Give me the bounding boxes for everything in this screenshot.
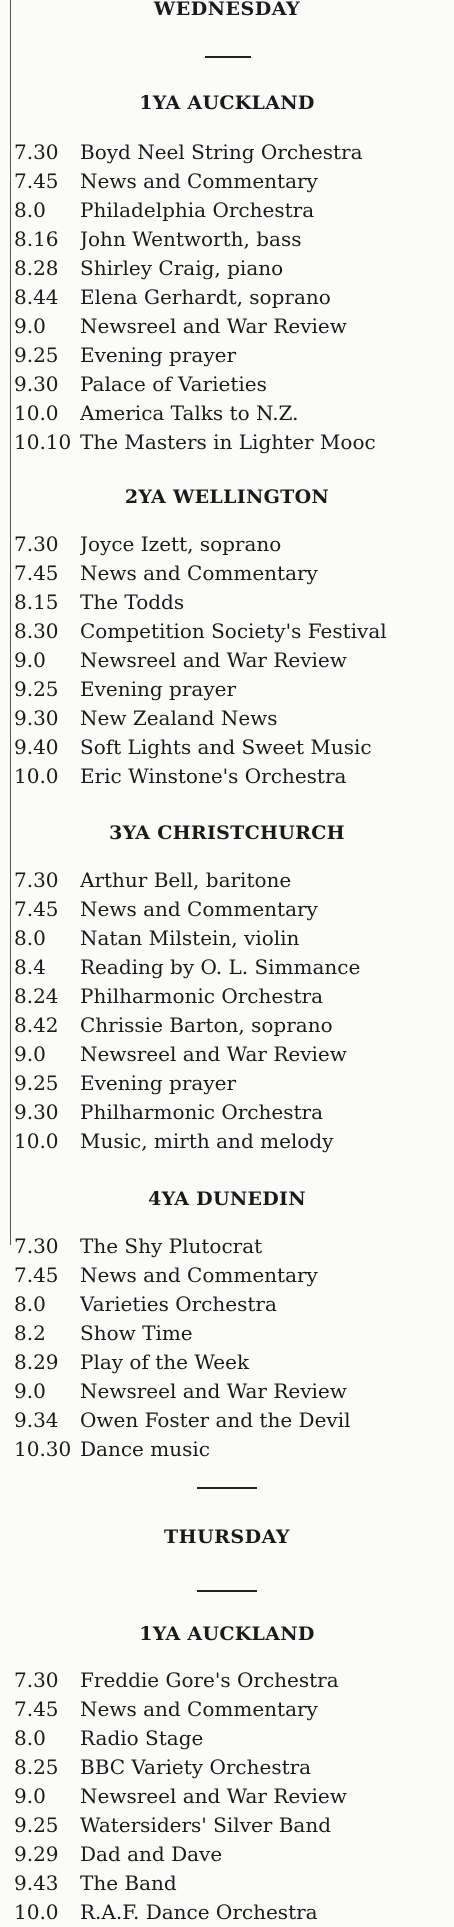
program-time: 9.40 — [14, 735, 59, 759]
program-row — [0, 1127, 454, 1156]
program-time: 7.45 — [14, 897, 59, 921]
program-time: 9.30 — [14, 706, 59, 730]
program-time: 8.0 — [14, 1292, 46, 1316]
program-time: 8.25 — [14, 1755, 59, 1779]
program-row — [0, 924, 454, 953]
program-row — [0, 341, 454, 370]
program-time: 8.16 — [14, 227, 59, 251]
program-time: 9.0 — [14, 1042, 46, 1066]
program-title: Competition Society's Festival — [80, 619, 387, 643]
program-row — [0, 1782, 454, 1811]
program-row — [0, 530, 454, 559]
program-time: 8.0 — [14, 1726, 46, 1750]
station-heading-1ya-auckland-thursday: 1YA AUCKLAND — [139, 1623, 315, 1645]
program-row — [0, 1869, 454, 1898]
program-row — [0, 1406, 454, 1435]
program-row — [0, 1011, 454, 1040]
program-time: 7.30 — [14, 1668, 59, 1692]
program-time: 10.0 — [14, 401, 59, 425]
program-row — [0, 312, 454, 341]
program-time: 7.30 — [14, 532, 59, 556]
program-row — [0, 559, 454, 588]
program-row — [0, 283, 454, 312]
program-title: News and Commentary — [80, 169, 318, 193]
program-row — [0, 1290, 454, 1319]
program-title: The Band — [80, 1871, 177, 1895]
program-list-1ya-thu — [0, 1666, 454, 1927]
program-time: 9.25 — [14, 343, 59, 367]
program-title: Play of the Week — [80, 1350, 250, 1374]
program-title: Evening prayer — [80, 677, 237, 701]
program-time: 8.24 — [14, 984, 59, 1008]
program-row — [0, 704, 454, 733]
station-heading-4ya-dunedin: 4YA DUNEDIN — [148, 1188, 306, 1210]
program-title: The Todds — [80, 590, 185, 614]
program-title: Dance music — [80, 1437, 210, 1461]
program-title: Shirley Craig, piano — [80, 256, 284, 280]
program-title: Varieties Orchestra — [80, 1292, 277, 1316]
program-time: 9.29 — [14, 1842, 59, 1866]
divider-rule — [205, 56, 251, 58]
program-time: 9.0 — [14, 1784, 46, 1808]
program-time: 9.30 — [14, 372, 59, 396]
program-title: Soft Lights and Sweet Music — [80, 735, 372, 759]
program-row — [0, 953, 454, 982]
program-time: 8.0 — [14, 198, 46, 222]
program-title: Palace of Varieties — [80, 372, 267, 396]
program-title: John Wentworth, bass — [80, 227, 302, 251]
program-title: Newsreel and War Review — [80, 314, 347, 338]
program-time: 8.15 — [14, 590, 59, 614]
divider-rule — [197, 1487, 257, 1489]
program-title: Newsreel and War Review — [80, 648, 347, 672]
program-time: 9.30 — [14, 1100, 59, 1124]
program-row — [0, 1898, 454, 1927]
program-time: 8.29 — [14, 1350, 59, 1374]
program-time: 10.10 — [14, 430, 72, 454]
program-row — [0, 895, 454, 924]
program-row — [0, 588, 454, 617]
program-row — [0, 1069, 454, 1098]
program-time: 8.0 — [14, 926, 46, 950]
program-row — [0, 1695, 454, 1724]
program-title: Philharmonic Orchestra — [80, 984, 323, 1008]
program-title: News and Commentary — [80, 1263, 318, 1287]
program-title: Evening prayer — [80, 343, 237, 367]
program-time: 7.30 — [14, 140, 59, 164]
program-row — [0, 617, 454, 646]
program-row — [0, 646, 454, 675]
program-title: Boyd Neel String Orchestra — [80, 140, 363, 164]
program-title: Show Time — [80, 1321, 193, 1345]
program-title: New Zealand News — [80, 706, 278, 730]
program-row — [0, 1098, 454, 1127]
program-title: Freddie Gore's Orchestra — [80, 1668, 339, 1692]
program-row — [0, 982, 454, 1011]
program-time: 9.34 — [14, 1408, 59, 1432]
program-time: 9.0 — [14, 1379, 46, 1403]
program-time: 8.2 — [14, 1321, 46, 1345]
program-row — [0, 399, 454, 428]
program-row — [0, 1232, 454, 1261]
program-title: Newsreel and War Review — [80, 1784, 347, 1808]
program-row — [0, 733, 454, 762]
program-title: Newsreel and War Review — [80, 1042, 347, 1066]
program-time: 9.25 — [14, 1071, 59, 1095]
program-title: Joyce Izett, soprano — [80, 532, 282, 556]
program-row — [0, 1435, 454, 1464]
program-title: Newsreel and War Review — [80, 1379, 347, 1403]
program-title: Natan Milstein, violin — [80, 926, 300, 950]
program-row — [0, 675, 454, 704]
program-row — [0, 1319, 454, 1348]
program-row — [0, 762, 454, 791]
program-row — [0, 1040, 454, 1069]
station-heading-2ya-wellington: 2YA WELLINGTON — [124, 486, 330, 508]
program-title: Watersiders' Silver Band — [80, 1813, 332, 1837]
program-row — [0, 1666, 454, 1695]
program-time: 7.30 — [14, 1234, 59, 1258]
program-title: The Shy Plutocrat — [80, 1234, 263, 1258]
program-title: R.A.F. Dance Orchestra — [80, 1900, 318, 1924]
program-time: 10.0 — [14, 764, 59, 788]
program-row — [0, 370, 454, 399]
program-title: News and Commentary — [80, 561, 318, 585]
program-row — [0, 1840, 454, 1869]
program-row — [0, 167, 454, 196]
program-row — [0, 428, 454, 457]
program-time: 8.44 — [14, 285, 59, 309]
program-row — [0, 1753, 454, 1782]
program-title: Evening prayer — [80, 1071, 237, 1095]
program-title: Reading by O. L. Simmance — [80, 955, 361, 979]
station-heading-1ya-auckland: 1YA AUCKLAND — [139, 92, 315, 114]
program-list-2ya-wed — [0, 530, 454, 791]
program-title: News and Commentary — [80, 1697, 318, 1721]
program-time: 7.45 — [14, 169, 59, 193]
program-list-3ya-wed — [0, 866, 454, 1156]
day-heading-wednesday: WEDNESDAY — [153, 0, 301, 20]
program-title: The Masters in Lighter Mooc — [80, 430, 376, 454]
station-heading-3ya-christchurch: 3YA CHRISTCHURCH — [109, 822, 345, 844]
program-time: 8.28 — [14, 256, 59, 280]
program-list-4ya-wed — [0, 1232, 454, 1464]
divider-rule — [197, 1590, 257, 1592]
program-row — [0, 1377, 454, 1406]
program-time: 9.25 — [14, 1813, 59, 1837]
day-heading-thursday: THURSDAY — [163, 1526, 290, 1548]
program-time: 7.45 — [14, 1263, 59, 1287]
program-time: 8.30 — [14, 619, 59, 643]
program-time: 9.43 — [14, 1871, 59, 1895]
program-row — [0, 1724, 454, 1753]
program-title: Arthur Bell, baritone — [80, 868, 292, 892]
program-row — [0, 866, 454, 895]
program-row — [0, 1261, 454, 1290]
program-time: 9.0 — [14, 314, 46, 338]
program-title: Philadelphia Orchestra — [80, 198, 315, 222]
program-title: Radio Stage — [80, 1726, 204, 1750]
program-time: 10.30 — [14, 1437, 72, 1461]
program-time: 10.0 — [14, 1129, 59, 1153]
program-title: Eric Winstone's Orchestra — [80, 764, 347, 788]
program-time: 7.45 — [14, 1697, 59, 1721]
program-time: 9.25 — [14, 677, 59, 701]
program-title: Chrissie Barton, soprano — [80, 1013, 333, 1037]
program-row — [0, 254, 454, 283]
program-row — [0, 1811, 454, 1840]
program-row — [0, 1348, 454, 1377]
program-title: Philharmonic Orchestra — [80, 1100, 323, 1124]
program-title: BBC Variety Orchestra — [80, 1755, 312, 1779]
program-time: 10.0 — [14, 1900, 59, 1924]
program-title: News and Commentary — [80, 897, 318, 921]
program-row — [0, 225, 454, 254]
program-time: 8.42 — [14, 1013, 59, 1037]
program-title: Owen Foster and the Devil — [80, 1408, 351, 1432]
program-row — [0, 196, 454, 225]
program-time: 9.0 — [14, 648, 46, 672]
program-title: Dad and Dave — [80, 1842, 223, 1866]
program-time: 8.4 — [14, 955, 46, 979]
program-time: 7.45 — [14, 561, 59, 585]
program-title: Music, mirth and melody — [80, 1129, 334, 1153]
program-title: Elena Gerhardt, soprano — [80, 285, 331, 309]
program-row — [0, 138, 454, 167]
program-time: 7.30 — [14, 868, 59, 892]
program-list-1ya-wed — [0, 138, 454, 457]
program-title: America Talks to N.Z. — [80, 401, 299, 425]
